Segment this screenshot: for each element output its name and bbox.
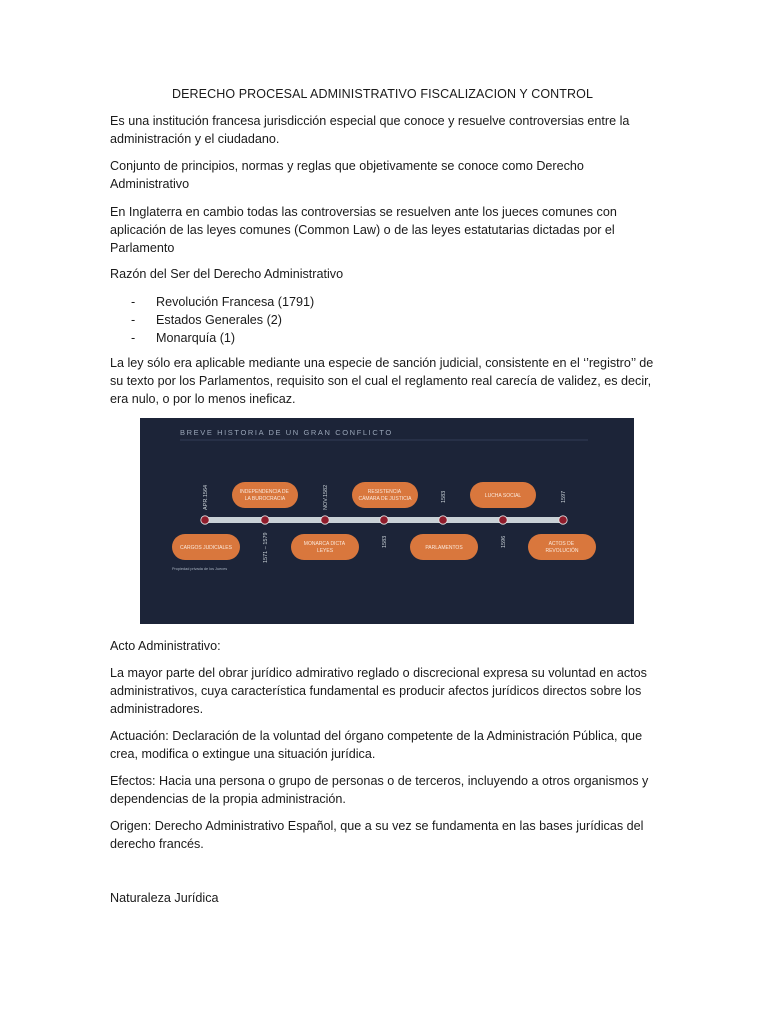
timeline-date: 1583 <box>382 535 388 548</box>
event-label: RESISTENCIA CÁMARA DE JUSTICIA <box>358 489 412 502</box>
list-item <box>110 293 510 311</box>
event-label: MONARCA DICTA LEYES <box>303 541 345 554</box>
paragraph-inglaterra: En Inglaterra en cambio todas las controversias se resuelven ante los jueces comunes con aplicación de las leyes comunes (Common Law) o de las leyes estatutarias dictadas por el Parlamento <box>110 205 617 255</box>
bullet-list <box>110 293 510 347</box>
paragraph-obrar: La mayor parte del obrar jurídico admirativo reglado o discrecional expresa su voluntad en actos administrativos, cuya característica fundamental es producir afectos jurídicos directos sobre los administradores. <box>110 666 647 716</box>
paragraph-origen: Origen: Derecho Administrativo Español, que a su vez se fundamenta en las bases jurídicas del derecho francés. <box>110 819 644 851</box>
list-item <box>110 329 510 347</box>
paragraph-ley: La ley sólo era aplicable mediante una especie de sanción judicial, consistente en el ‘’registro’’ de su texto por los Parlamentos, requisito son el cual el reglamento real carecía de validez, es decir, era nulo, o por lo menos ineficaz. <box>110 356 654 406</box>
timeline-figure <box>140 418 634 624</box>
paragraph-conjunto: Conjunto de principios, normas y reglas que objetivamente se conoce como Derecho Administrativo <box>110 159 584 191</box>
timeline-footnote: Propiedad privada de los Jueces <box>172 567 228 571</box>
timeline-date: 1596 <box>501 535 507 548</box>
section-heading-naturaleza: Naturaleza Jurídica <box>110 891 219 905</box>
timeline-dot <box>201 516 209 524</box>
paragraph-definicion: Es una institución francesa jurisdicción especial que conoce y resuelve controversias entre la administración y el ciudadano. <box>110 114 630 146</box>
timeline-svg <box>140 418 634 624</box>
timeline-date: 1597 <box>561 490 567 503</box>
event-pill <box>352 482 418 508</box>
list-item-text: Estados Generales (2) <box>156 313 282 327</box>
timeline-date: 1571 – 1579 <box>263 532 269 563</box>
timeline-dot <box>499 516 507 524</box>
event-label: PARLAMENTOS <box>425 545 463 551</box>
timeline-dot <box>261 516 269 524</box>
timeline-dot <box>380 516 388 524</box>
event-pill <box>528 534 596 560</box>
event-label: LUCHA SOCIAL <box>484 493 522 499</box>
timeline-date: 1583 <box>441 490 447 503</box>
section-heading-acto: Acto Administrativo: <box>110 639 221 653</box>
timeline-dot <box>559 516 567 524</box>
document-title: DERECHO PROCESAL ADMINISTRATIVO FISCALIZACION Y CONTROL <box>171 87 594 101</box>
paragraph-actuacion: Actuación: Declaración de la voluntad del órgano competente de la Administración Pública, que crea, modifica o extingue una situación jurídica. <box>110 729 643 761</box>
bullet-marker: - <box>131 313 136 327</box>
bullet-marker: - <box>131 295 136 309</box>
event-pill <box>291 534 359 560</box>
list-item <box>110 311 510 329</box>
event-label: INDEPENDENCIA DE LA BUROCRACIA <box>239 489 289 502</box>
list-item-text: Monarquía (1) <box>156 331 236 345</box>
list-item-text: Revolución Francesa (1791) <box>156 295 315 309</box>
timeline-heading: BREVE HISTORIA DE UN GRAN CONFLICTO <box>180 428 393 437</box>
timeline-dot <box>439 516 447 524</box>
timeline-dot <box>321 516 329 524</box>
timeline-date: APR.1564 <box>203 484 209 510</box>
event-pill <box>232 482 298 508</box>
paragraph-razon: Razón del Ser del Derecho Administrativo <box>110 267 344 281</box>
event-label: ACTOS DE REVOLUCIÓN <box>545 541 579 554</box>
bullet-marker: - <box>131 331 136 345</box>
event-label: CARGOS JUDICIALES <box>180 545 232 551</box>
timeline-date: NOV.1582 <box>323 484 329 510</box>
paragraph-efectos: Efectos: Hacia una persona o grupo de personas o de terceros, incluyendo a otros organismos y dependencias de la propia administración. <box>110 774 649 806</box>
